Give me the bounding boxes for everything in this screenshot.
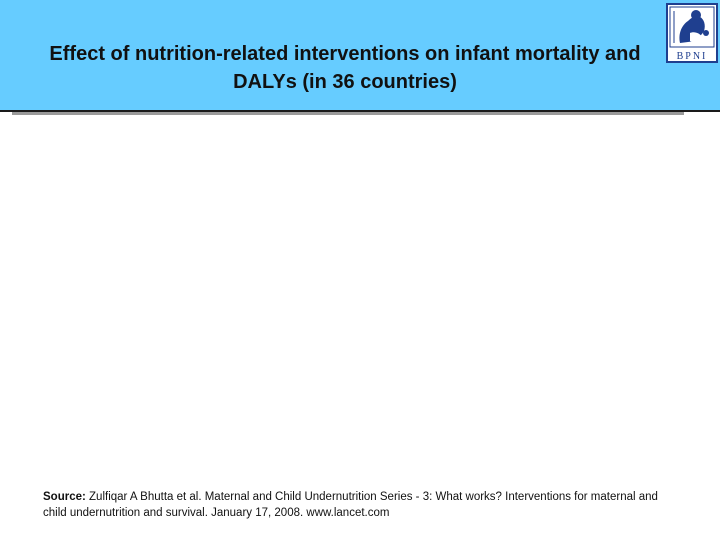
title-band-shadow (12, 112, 684, 115)
slide-title: Effect of nutrition-related interventions on infant mortality and DALYs (in 36 countries) (49, 43, 641, 93)
source-citation (43, 489, 663, 521)
source-text: Zulfiqar A Bhutta et al. Maternal and Child Undernutrition Series - 3: What works? Interventions for maternal and child undernutrition and survival. January 17, 2008. www.lancet.com (43, 491, 658, 519)
source-label: Source: (43, 491, 86, 503)
bpni-logo (666, 3, 718, 63)
logo-lettering: BPNI (676, 51, 708, 62)
bpni-logo-icon (666, 3, 718, 63)
